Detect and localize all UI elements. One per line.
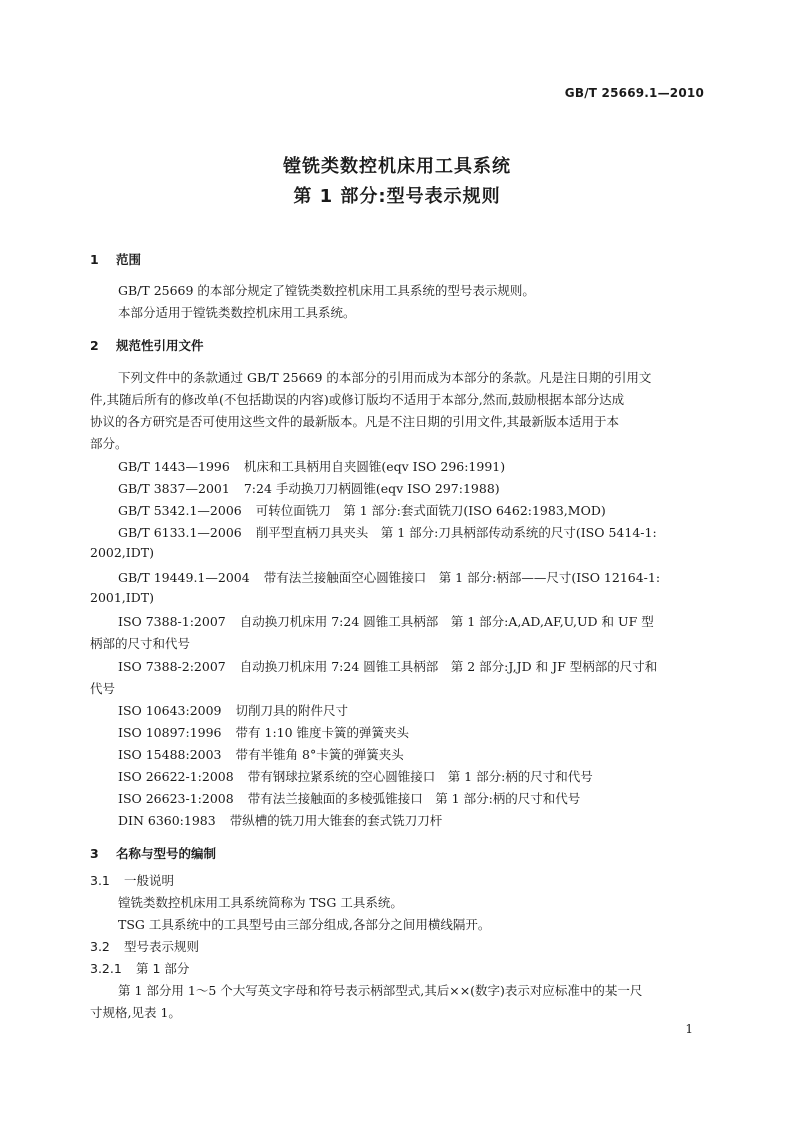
reference-item [118,701,348,719]
paragraph: GB/T 25669 的本部分规定了镗铣类数控机床用工具系统的型号表示规则。 [118,283,535,298]
subsection-title: 一般说明 [124,873,175,888]
reference-code: GB/T 3837—2001 [118,481,230,496]
reference-code: ISO 15488:2003 [118,747,222,762]
subsection-number: 3.1 [90,873,110,888]
section-title: 名称与型号的编制 [116,846,217,861]
subsection-heading [90,871,174,889]
reference-title: 带有半锥角 8°卡簧的弹簧夹头 [235,747,404,762]
reference-item [118,657,657,675]
reference-item [118,479,500,497]
reference-item [118,811,442,829]
paragraph: 本部分适用于镗铣类数控机床用工具系统。 [118,305,356,320]
reference-code: ISO 10897:1996 [118,725,222,740]
section-number: 1 [90,252,99,267]
reference-code: GB/T 5342.1—2006 [118,503,242,518]
section-number: 2 [90,338,99,353]
reference-continuation: 柄部的尺寸和代号 [90,636,191,651]
page-number: 1 [685,1022,693,1036]
subsection-heading [90,959,189,977]
subsection-number: 3.2.1 [90,961,122,976]
document-title: 镗铣类数控机床用工具系统 [283,156,511,177]
reference-item [118,789,580,807]
standard-number: GB/T 25669.1—2010 [564,86,704,100]
subsection-heading [90,937,199,955]
reference-item [118,568,660,586]
reference-continuation: 2001,IDT) [90,590,154,605]
reference-title: 带有 1:10 锥度卡簧的弹簧夹头 [235,725,410,740]
reference-item [118,523,657,541]
reference-item [118,457,505,475]
reference-code: ISO 26623-1:2008 [118,791,234,806]
paragraph: 镗铣类数控机床用工具系统简称为 TSG 工具系统。 [118,895,403,910]
section-title: 范围 [116,252,142,267]
paragraph-line: 协议的各方研究是否可使用这些文件的最新版本。凡是不注日期的引用文件,其最新版本适用于本 [90,414,619,429]
reference-continuation: 代号 [90,681,116,696]
paragraph-line: 寸规格,见表 1。 [90,1005,181,1020]
section-title: 规范性引用文件 [116,338,204,353]
paragraph-line: 第 1 部分用 1～5 个大写英文字母和符号表示柄部型式,其后××(数字)表示对应标准中的某一尺 [118,983,643,998]
reference-title: 机床和工具柄用自夹圆锥(eqv ISO 296:1991) [243,459,506,474]
reference-title: 削平型直柄刀具夹头 第 1 部分:刀具柄部传动系统的尺寸(ISO 5414-1: [255,525,657,540]
reference-code: ISO 7388-1:2007 [118,614,226,629]
subsection-number: 3.2 [90,939,110,954]
document-subtitle: 第 1 部分:型号表示规则 [293,186,501,207]
section-heading [90,336,204,354]
reference-title: 带纵槽的铣刀用大锥套的套式铣刀刀杆 [229,813,443,828]
reference-title: 可转位面铣刀 第 1 部分:套式面铣刀(ISO 6462:1983,MOD) [255,503,606,518]
reference-title: 带有法兰接触面的多棱弧锥接口 第 1 部分:柄的尺寸和代号 [247,791,581,806]
paragraph-line: 件,其随后所有的修改单(不包括勘误的内容)或修订版均不适用于本部分,然而,鼓励根据本部分达成 [90,392,625,407]
paragraph-line: 下列文件中的条款通过 GB/T 25669 的本部分的引用而成为本部分的条款。凡是注日期的引用文 [118,370,652,385]
reference-code: GB/T 19449.1—2004 [118,570,250,585]
reference-title: 切削刀具的附件尺寸 [235,703,349,718]
reference-code: ISO 10643:2009 [118,703,222,718]
section-number: 3 [90,846,99,861]
reference-title: 7:24 手动换刀刀柄圆锥(eqv ISO 297:1988) [243,481,500,496]
section-heading [90,844,216,862]
section-heading [90,250,141,268]
reference-title: 自动换刀机床用 7:24 圆锥工具柄部 第 1 部分:A,AD,AF,U,UD 和 UF 型 [239,614,654,629]
reference-continuation: 2002,IDT) [90,545,154,560]
subsection-title: 型号表示规则 [124,939,200,954]
reference-item [118,501,606,519]
reference-code: DIN 6360:1983 [118,813,216,828]
reference-title: 自动换刀机床用 7:24 圆锥工具柄部 第 2 部分:J,JD 和 JF 型柄部的尺寸和 [239,659,658,674]
reference-item [118,767,593,785]
reference-code: GB/T 6133.1—2006 [118,525,242,540]
reference-item [118,723,409,741]
reference-title: 带有法兰接触面空心圆锥接口 第 1 部分:柄部——尺寸(ISO 12164-1: [263,570,661,585]
reference-code: GB/T 1443—1996 [118,459,230,474]
reference-code: ISO 26622-1:2008 [118,769,234,784]
reference-code: ISO 7388-2:2007 [118,659,226,674]
paragraph-line: 部分。 [90,436,128,451]
subsection-title: 第 1 部分 [136,961,190,976]
reference-item [118,745,404,763]
paragraph: TSG 工具系统中的工具型号由三部分组成,各部分之间用横线隔开。 [118,917,491,932]
reference-title: 带有钢球拉紧系统的空心圆锥接口 第 1 部分:柄的尺寸和代号 [247,769,593,784]
reference-item [118,612,654,630]
